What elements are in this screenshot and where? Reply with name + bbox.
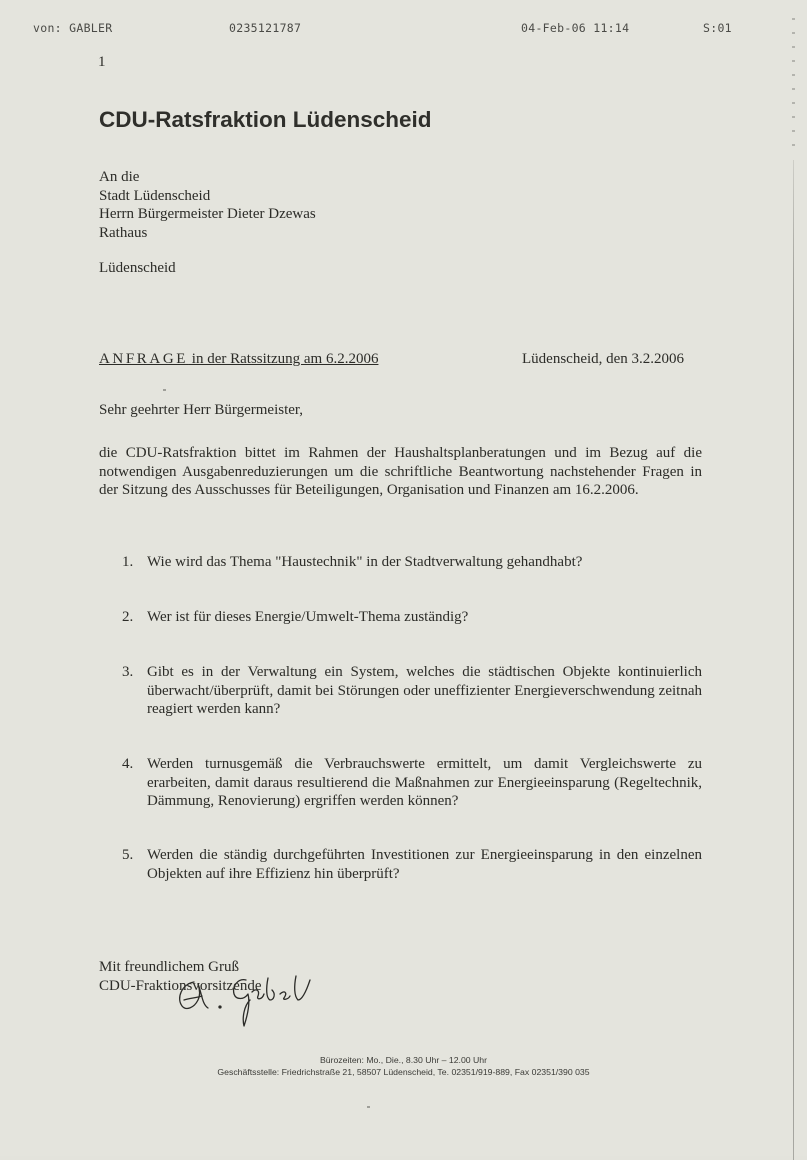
- recipient-line: Stadt Lüdenscheid: [99, 187, 211, 204]
- fax-scan-line: [793, 160, 794, 1160]
- subject-text: in der Ratssitzung am 6.2.2006: [188, 351, 379, 367]
- recipient-line: An die: [99, 169, 140, 185]
- question-item: [122, 553, 702, 572]
- question-item: [122, 846, 702, 883]
- recipient-address: [99, 168, 316, 242]
- intro-paragraph: die CDU-Ratsfraktion bittet im Rahmen der Haushaltsplanberatungen und im Bezug auf die notwendigen Ausgabenreduzierungen um die schriftliche Beantwortung nachstehender Fragen in der Sitzung des Ausschusses für Beteiligungen, Organisation und Finanzen am 16.2.2006.: [99, 445, 702, 498]
- question-number: 1.: [122, 554, 134, 570]
- closing-greeting: Mit freundlichem Gruß: [99, 959, 239, 975]
- scan-speck: [367, 1106, 370, 1108]
- fax-number: 0235121787: [229, 21, 302, 35]
- footer-office-address: Geschäftsstelle: Friedrichstraße 21, 58507 Lüdenscheid, Te. 02351/919-889, Fax 02351/390 035: [217, 1067, 590, 1077]
- question-text: Wie wird das Thema "Haustechnik" in der Stadtverwaltung gehandhabt?: [147, 554, 583, 570]
- question-item: [122, 755, 702, 811]
- fax-scan-artifact: [792, 18, 795, 158]
- fax-datetime: 04-Feb-06 11:14: [521, 21, 630, 35]
- fax-sender: von: GABLER: [33, 21, 113, 35]
- question-item: [122, 663, 702, 719]
- question-item: [122, 608, 702, 627]
- subject-line: [99, 350, 378, 369]
- signatory-role: CDU-Fraktionsvorsitzende: [99, 977, 262, 994]
- page-number: 1: [98, 54, 106, 70]
- question-text: Wer ist für dieses Energie/Umwelt-Thema zuständig?: [147, 609, 469, 625]
- scan-speck: [163, 389, 166, 391]
- fax-header: [0, 21, 807, 37]
- question-number: 3.: [122, 664, 134, 680]
- salutation: Sehr geehrter Herr Bürgermeister,: [99, 402, 304, 418]
- fax-page-counter: S:01: [703, 21, 732, 35]
- letterhead-title: CDU-Ratsfraktion Lüdenscheid: [99, 107, 432, 132]
- question-text: Werden die ständig durchgeführten Investitionen zur Energieeinsparung in den einzelnen Objekten auf ihre Effizienz hin überprüft?: [147, 847, 702, 882]
- question-number: 2.: [122, 609, 134, 625]
- footer-office-hours: Bürozeiten: Mo., Die., 8.30 Uhr – 12.00 Uhr: [319, 1055, 488, 1065]
- question-number: 5.: [122, 847, 134, 863]
- recipient-line: Herrn Bürgermeister Dieter Dzewas: [99, 206, 316, 222]
- recipient-line: Rathaus: [99, 224, 148, 241]
- question-text: Gibt es in der Verwaltung ein System, welches die städtischen Objekte kontinuierlich überwacht/überprüft, damit bei Störungen oder uneffizienter Energieverschwendung zeitnah reagiert werden kann?: [147, 664, 702, 717]
- signature-icon: [172, 970, 322, 1030]
- place-date: Lüdenscheid, den 3.2.2006: [522, 351, 685, 367]
- question-text: Werden turnusgemäß die Verbrauchswerte ermittelt, um damit Vergleichswerte zu erarbeiten, damit daraus resultierend die Maßnahmen zur Energieeinsparung (Regeltechnik, Dämmung, Renovierung) ergriffen werden können?: [147, 756, 702, 809]
- recipient-city: Lüdenscheid: [99, 260, 176, 276]
- subject-keyword: ANFRAGE: [99, 351, 189, 367]
- question-number: 4.: [122, 756, 134, 772]
